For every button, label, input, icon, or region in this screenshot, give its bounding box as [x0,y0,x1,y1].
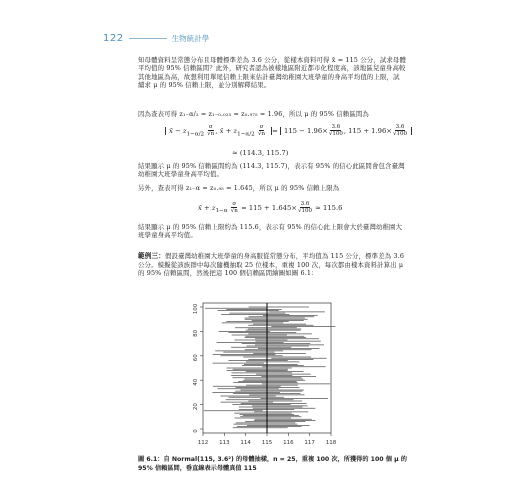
x-tick-label: 114 [240,440,251,446]
y-tick-label: 40 [193,378,199,386]
x-tick-label: 117 [304,440,315,446]
page-number: 122 [103,32,124,44]
fraction-sigma: $\frac{\sigma}{√n}$ [207,124,215,138]
paragraph-5: 結果顯示 μ 的 95% 信賴上限約為 115.6，表示有 95% 的信心此上限會大於臺灣幼稚園大班學童身高平均值。 [138,223,403,240]
x-tick-label: 113 [219,440,230,446]
fraction-upper-sigma: $\frac{\sigma}{√n}$ [230,201,238,215]
y-tick-label: 100 [193,303,199,315]
fraction-upper-numeric: $\frac{3.6}{√100}$ [298,201,313,215]
y-tick-label: 20 [193,403,199,411]
y-tick-label: 80 [193,329,199,337]
x-tick-label: 112 [197,440,209,446]
paragraph-2: 因為查表可得 z₁₋α/₂ = z₁₋₀.₀₂₅ = z₀.₉₇₅ = 1.96，所以 μ 的 95% 信賴區間為 [138,110,369,118]
caption-label: 圖 6.1： [138,456,164,463]
x-tick-label: 115 [261,440,273,446]
x-tick-label: 118 [325,440,337,446]
formula-interval: x̄ − $z_{1-\alpha/2}$ $\frac{\sigma}{√n}$ , x̄ + $z_{1-\alpha/2}$ $\frac{\sigma}{√n}$ = 115 − 1.96× $\frac{3.6}{√100}$ , 115 + 1.96× $\frac{3.6}{√100}$ [165,124,412,138]
fraction-sigma-2: $\frac{\sigma}{√n}$ [257,124,265,138]
y-tick-label: 60 [193,354,199,362]
paragraph-4: 另外，查表可得 z₁₋α = z₀.₉₅ = 1.645，所以 μ 的 95% 信賴上限為 [138,184,340,192]
formula-interval-result: ≈ (114.3, 115.7) [232,149,289,157]
example-label: 範例三： [138,252,165,260]
formula-bracket-numeric: 115 − 1.96× $\frac{3.6}{√100}$ , 115 + 1.96× $\frac{3.6}{√100}$ [280,127,412,135]
example-paragraph: 範例三：假設臺灣幼稚園大班學童的身高服從常態分布，平均值為 115 公分，標準差為 3.6 公分。模擬從該族群中每次隨機抽取 25 位樣本，重複 100 次，每次都由樣本資料計算出 μ 的 95% 信賴區間，然後把這 100 個信賴區間繪圖如圖 6.1： [138,252,405,277]
formula-bracket: x̄ − $z_{1-\alpha/2}$ $\frac{\sigma}{√n}$ , x̄ + $z_{1-\alpha/2}$ $\frac{\sigma}{√n}$ [165,127,272,135]
fraction-numeric-2: $\frac{3.6}{√100}$ [393,124,408,138]
book-title: 生物統計學 [171,33,210,43]
paragraph-1: 知母體資料呈常態分布且母體標準差為 3.6 公分，從樣本資料可得 x̄ = 115 公分，試求母體平均值的 95% 信賴區間？此外，研究者認為被樣地區附近都市化程度高，該地區兒童身高較其他地區為高，故想利用單尾信賴上限來估計臺灣幼稚園大班學童的身高平均值的上限，試續求 μ 的 95% 信賴上限，並分別解釋結果。 [138,56,406,89]
y-tick-label: 0 [193,429,199,433]
x-tick-label: 116 [283,440,294,446]
figure-caption: 圖 6.1：自 Normal(115, 3.6²) 的母體抽樣，n = 25，重複 100 次，所獲得的 100 個 μ 的 95% 信賴區間，垂直線表示母體真值 115 [138,456,407,472]
fraction-numeric: $\frac{3.6}{√100}$ [328,124,343,138]
formula-upper: x̄ + $z_{1-\alpha}$ $\frac{\sigma}{√n}$ = 115 + 1.645× $\frac{3.6}{√100}$ ≈ 115.6 [198,201,343,215]
paragraph-3: 結果顯示 μ 的 95% 信賴區間約為 (114.3, 115.7)，表示有 95% 的信心此區間會包含臺灣幼稚園大班學童身高平均值。 [138,162,405,179]
